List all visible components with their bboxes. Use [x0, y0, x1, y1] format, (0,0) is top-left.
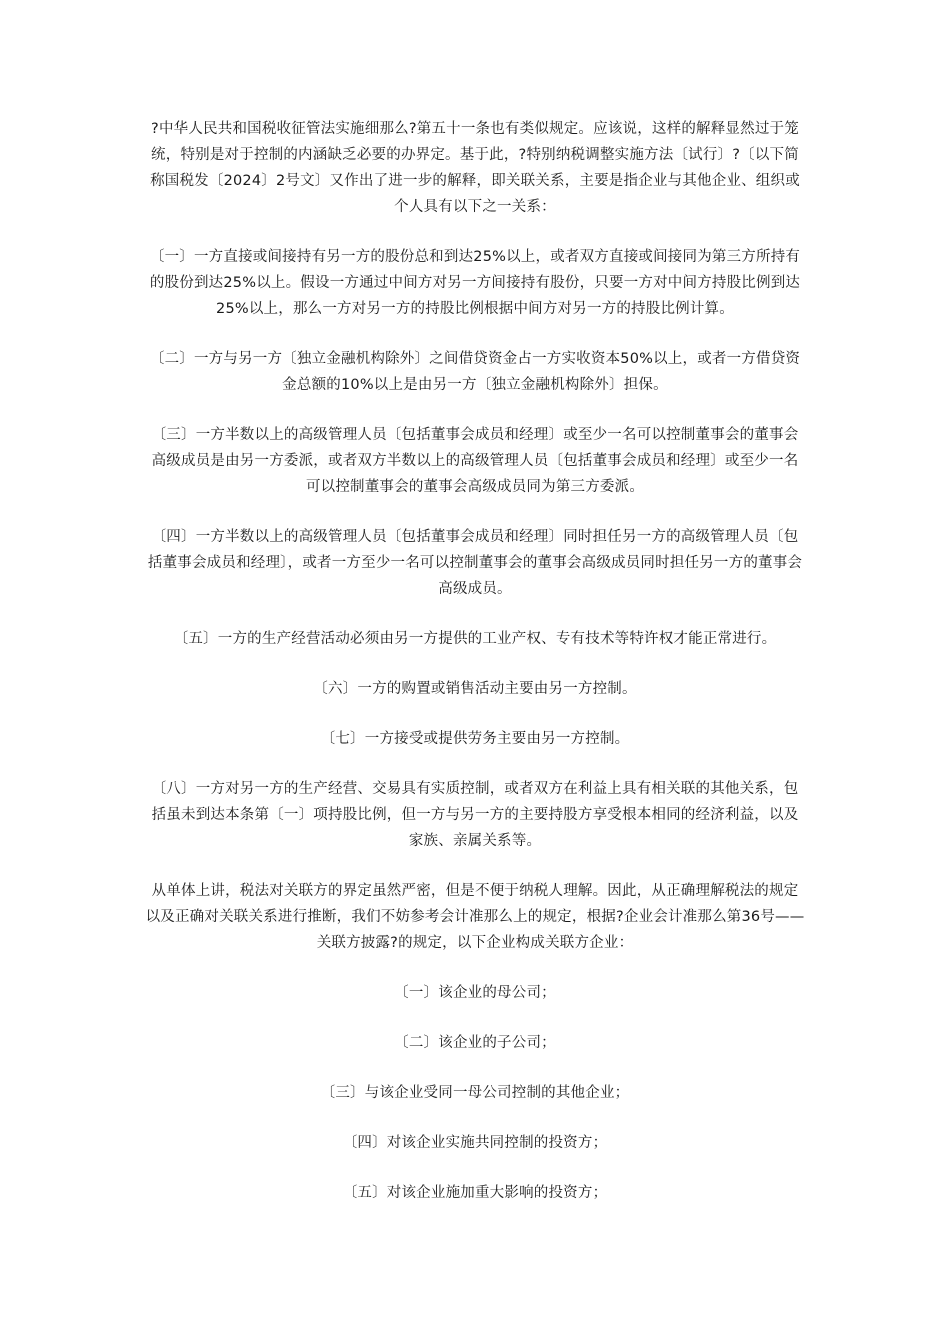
document-body: [145, 116, 805, 1230]
list-item-same-parent: 〔三〕与该企业受同一母公司控制的其他企业；: [320, 1085, 630, 1101]
list-item-joint-control: 〔四〕对该企业实施共同控制的投资方；: [342, 1135, 608, 1151]
paragraph-item-2: 〔二〕一方与另一方〔独立金融机构除外〕之间借贷资金占一方实收资本50%以上，或者一方借贷资金总额的10%以上是由另一方〔独立金融机构除外〕担保。: [149, 351, 801, 393]
paragraph-item-5: 〔五〕一方的生产经营活动必须由另一方提供的工业产权、专有技术等特许权才能正常进行。: [173, 631, 777, 647]
paragraph-item-6: 〔六〕一方的购置或销售活动主要由另一方控制。: [313, 681, 637, 697]
paragraph-item-3: 〔三〕一方半数以上的高级管理人员〔包括董事会成员和经理〕或至少一名可以控制董事会的董事会高级成员是由另一方委派，或者双方半数以上的高级管理人员〔包括董事会成员和经理〕或至少一名可以控制董事会的董事会高级成员同为第三方委派。: [151, 427, 799, 495]
paragraph-intro: ?中华人民共和国税收征管法实施细那么?第五十一条也有类似规定。应该说，这样的解释显然过于笼统，特别是对于控制的内涵缺乏必要的办界定。基于此，?特别纳税调整实施方法〔试行〕?〔以下简称国税发〔2024〕2号文〕又作出了进一步的解释，即关联关系，主要是指企业与其他企业、组织或个人具有以下之一关系：: [150, 121, 800, 215]
paragraph-item-7: 〔七〕一方接受或提供劳务主要由另一方控制。: [320, 731, 630, 747]
list-item-subsidiary: 〔二〕该企业的子公司；: [394, 1035, 556, 1051]
paragraph-accounting-standard: 从单体上讲，税法对关联方的界定虽然严密，但是不便于纳税人理解。因此，从正确理解税法的规定以及正确对关联关系进行推断，我们不妨参考会计准那么上的规定，根据?企业会计准那么第36号——关联方披露?的规定，以下企业构成关联方企业：: [145, 883, 805, 951]
list-item-significant-influence: 〔五〕对该企业施加重大影响的投资方；: [342, 1185, 608, 1201]
paragraph-item-1: 〔一〕一方直接或间接持有另一方的股份总和到达25%以上，或者双方直接或间接同为第三方所持有的股份到达25%以上。假设一方通过中间方对另一方间接持有股份，只要一方对中间方持股比例到达25%以上，那么一方对另一方的持股比例根据中间方对另一方的持股比例计算。: [149, 249, 801, 317]
list-item-parent-company: 〔一〕该企业的母公司；: [394, 985, 556, 1001]
paragraph-item-4: 〔四〕一方半数以上的高级管理人员〔包括董事会成员和经理〕同时担任另一方的高级管理人员〔包括董事会成员和经理〕，或者一方至少一名可以控制董事会的董事会高级成员同时担任另一方的董事会高级成员。: [147, 529, 803, 597]
paragraph-item-8: 〔八〕一方对另一方的生产经营、交易具有实质控制，或者双方在利益上具有相关联的其他关系，包括虽未到达本条第〔一〕项持股比例，但一方与另一方的主要持股方享受根本相同的经济利益，以及家族、亲属关系等。: [151, 781, 799, 849]
